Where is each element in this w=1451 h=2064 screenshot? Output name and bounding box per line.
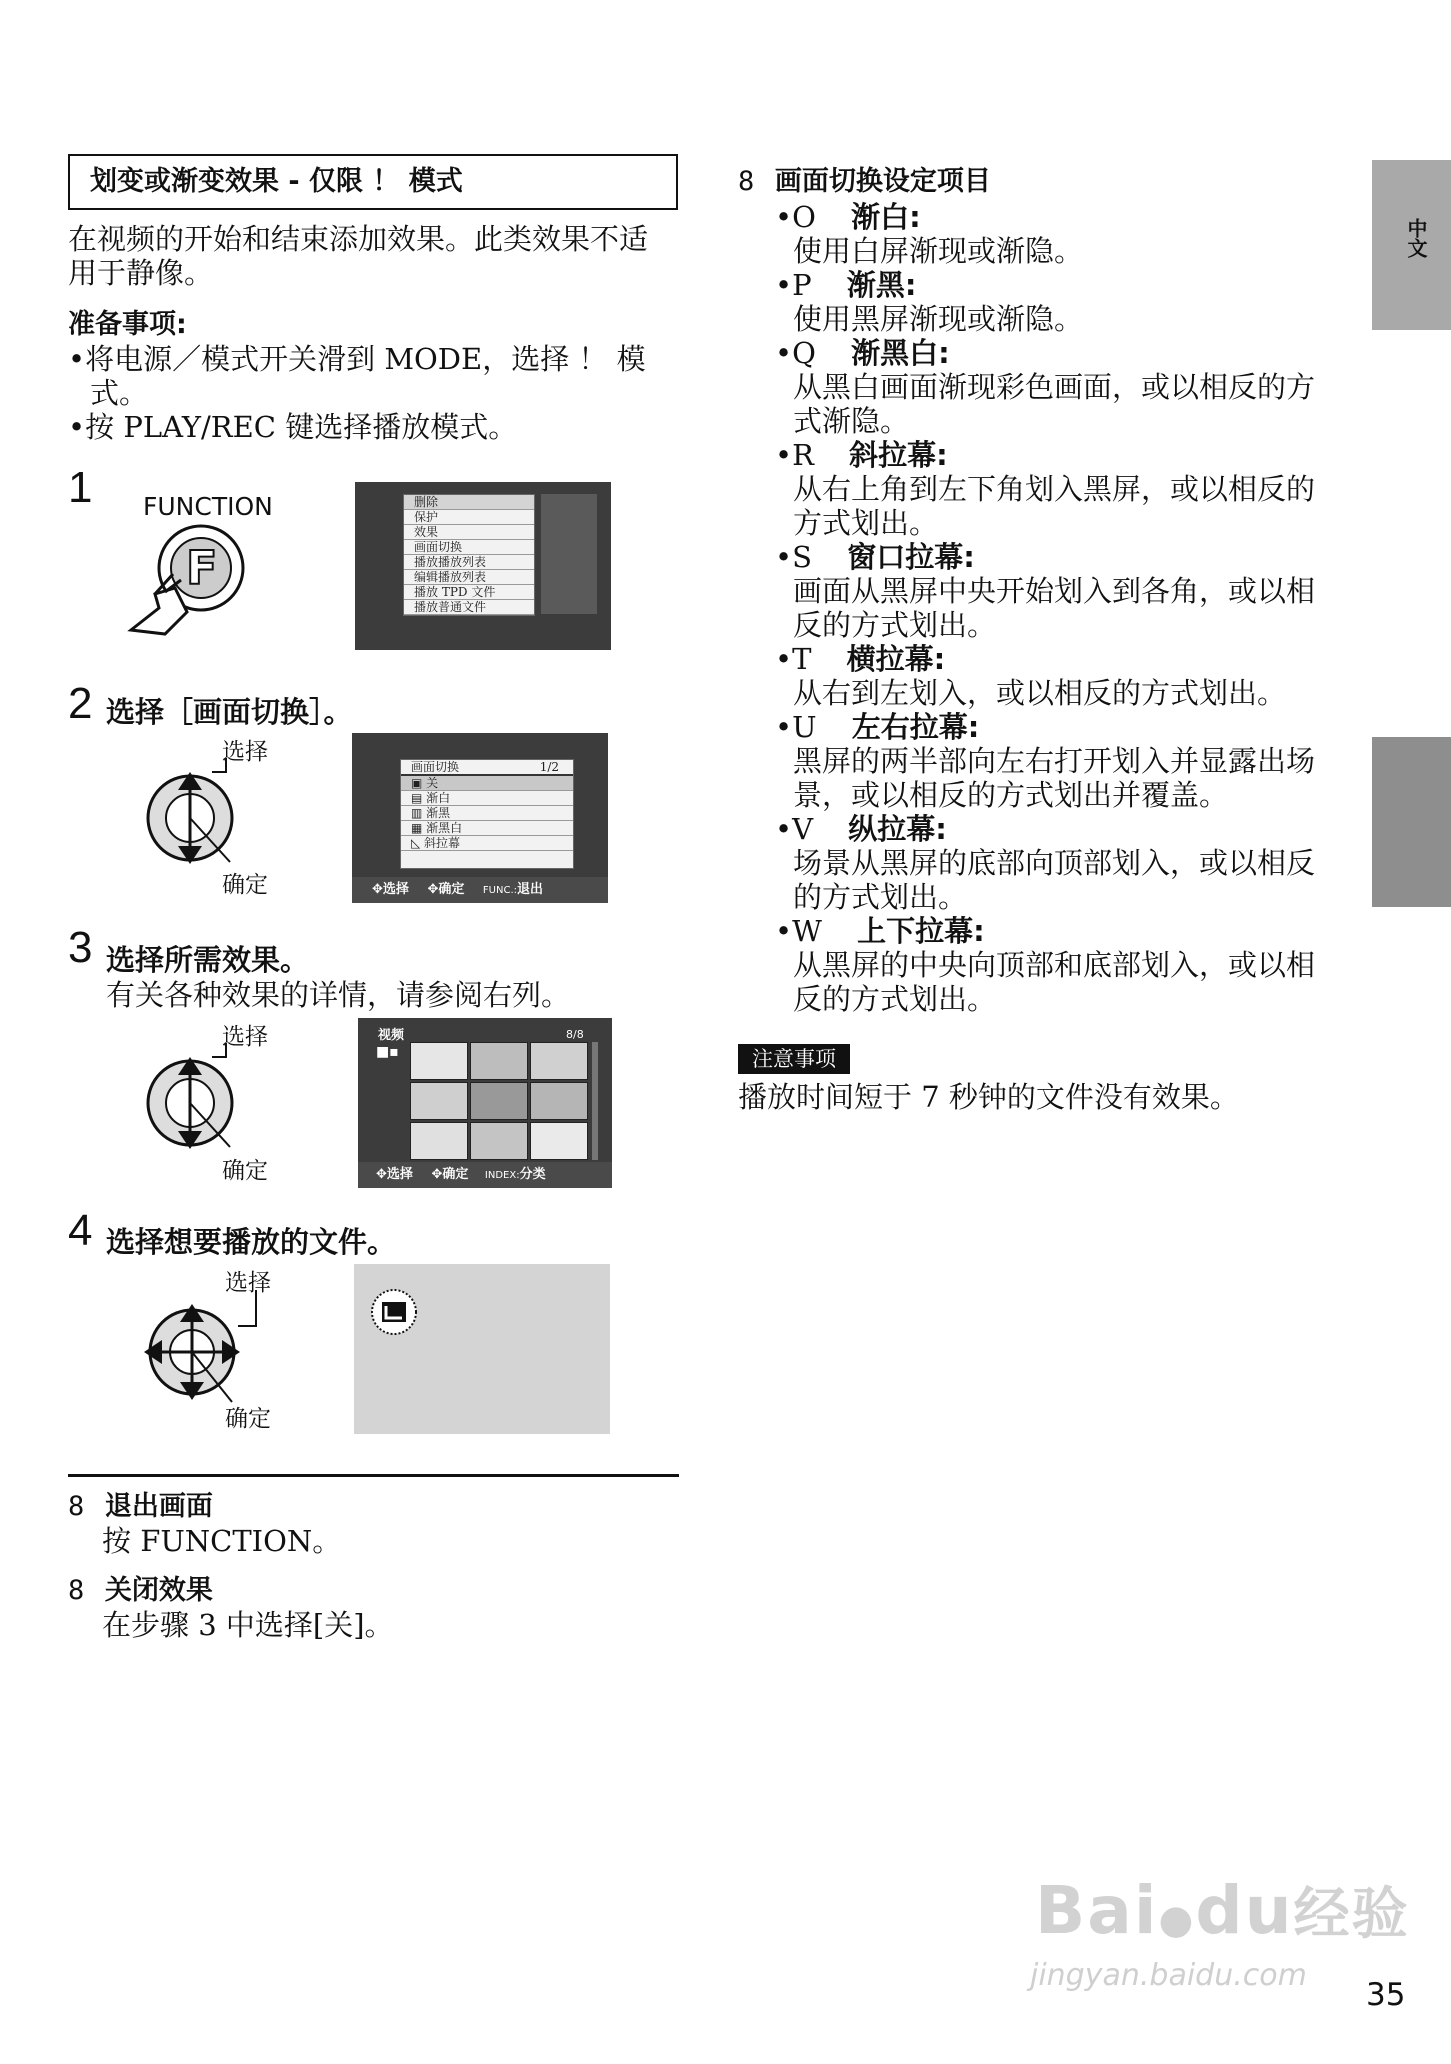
item-name: 左右拉幕: bbox=[851, 710, 980, 744]
step-2-confirm-label: 确定 bbox=[222, 872, 268, 898]
step-4-joystick bbox=[140, 1290, 260, 1410]
close-effect-heading: 关闭效果 bbox=[104, 1575, 213, 1606]
step-1-number: 1 bbox=[68, 463, 93, 512]
menu-header bbox=[401, 760, 573, 776]
watermark-url: jingyan.baidu.com bbox=[1030, 1958, 1307, 1993]
paw-icon: ● bbox=[1158, 1897, 1196, 1943]
item-code: •V bbox=[775, 812, 814, 846]
menu-item-fade-black: ▥ 渐黑 bbox=[401, 806, 573, 821]
step-3-confirm-label: 确定 bbox=[222, 1158, 268, 1184]
menu-item: 删除 bbox=[404, 495, 534, 510]
item-code: •S bbox=[775, 540, 812, 574]
step-2-select-label: 选择 bbox=[222, 739, 268, 765]
section-title-box bbox=[68, 154, 678, 210]
item-code: •P bbox=[775, 268, 812, 302]
prep-list bbox=[68, 342, 646, 444]
thumbnail[interactable] bbox=[470, 1082, 528, 1120]
step-3-title: 选择所需效果。 bbox=[106, 943, 310, 977]
setting-item-fade-bw bbox=[775, 336, 1315, 438]
menu-item-fade-white: ▤ 渐白 bbox=[401, 791, 573, 806]
screen-title: 画面切换 bbox=[411, 760, 460, 774]
item-code: •O bbox=[775, 200, 816, 234]
menu-item: 保护 bbox=[404, 510, 534, 525]
page-number: 35 bbox=[1366, 1977, 1406, 2013]
language-tab bbox=[1372, 160, 1451, 330]
setting-item-scroll bbox=[775, 812, 1315, 914]
exit-screen-heading: 退出画面 bbox=[104, 1491, 213, 1522]
scrollbar[interactable] bbox=[592, 1042, 598, 1160]
item-desc: 的方式划出。 bbox=[793, 880, 968, 914]
exit-screen-text: 按 FUNCTION。 bbox=[102, 1524, 342, 1558]
item-name: 纵拉幕: bbox=[848, 812, 947, 846]
menu-item: 播放 TPD 文件 bbox=[404, 585, 534, 600]
step-2-joystick bbox=[140, 758, 250, 868]
close-effect-block bbox=[68, 1574, 394, 1642]
item-desc: 从黑白画面渐现彩色画面，或以相反的方 bbox=[793, 370, 1316, 404]
setting-item-fade-black bbox=[775, 268, 1083, 336]
step-3-bottom-bar: ✥选择 ✥确定 INDEX:分类 bbox=[358, 1162, 612, 1188]
step-1-screen bbox=[355, 482, 611, 650]
setting-item-shutter bbox=[775, 914, 1315, 1016]
setting-item-fade-white bbox=[775, 200, 1083, 268]
note-label: 注意事项 bbox=[738, 1044, 850, 1074]
baidu-watermark: Bai●du经验 bbox=[1035, 1872, 1410, 1949]
item-code: •W bbox=[775, 914, 822, 948]
function-button-letter: F bbox=[186, 541, 218, 595]
step-2-menu bbox=[400, 759, 574, 869]
item-name: 窗口拉幕: bbox=[847, 540, 975, 574]
menu-item: 播放普通文件 bbox=[404, 600, 534, 615]
setting-item-diagonal-wipe bbox=[775, 438, 1315, 540]
exit-screen-marker: 8 bbox=[68, 1491, 85, 1522]
step-4-number: 4 bbox=[68, 1206, 93, 1255]
item-code: •U bbox=[775, 710, 817, 744]
step-2-bottom-bar: ✥选择 ✥确定 FUNC.:退出 bbox=[352, 877, 608, 903]
item-name: 横拉幕: bbox=[846, 642, 946, 676]
menu-item: 效果 bbox=[404, 525, 534, 540]
section-tab bbox=[1372, 737, 1451, 907]
item-desc: 景，或以相反的方式划出并覆盖。 bbox=[793, 778, 1229, 812]
item-name: 渐黑: bbox=[846, 268, 917, 302]
step-2-screen bbox=[352, 733, 608, 903]
close-effect-marker: 8 bbox=[68, 1575, 85, 1606]
menu-item-off: ▣ 关 bbox=[401, 776, 573, 791]
prep-item-1: •将电源／模式开关滑到 MODE，选择 ！ 模 bbox=[68, 342, 646, 376]
prep-item-1-cont: 式。 bbox=[90, 376, 149, 410]
item-desc: 从黑屏的中央向顶部和底部划入，或以相 bbox=[793, 948, 1316, 982]
intro-paragraph bbox=[68, 222, 648, 290]
function-label: FUNCTION bbox=[143, 492, 273, 521]
menu-item: 编辑播放列表 bbox=[404, 570, 534, 585]
setting-item-door-wipe bbox=[775, 710, 1315, 812]
thumbnail-grid bbox=[410, 1042, 586, 1160]
step-4-title: 选择想要播放的文件。 bbox=[106, 1225, 397, 1259]
thumbnail[interactable] bbox=[530, 1082, 588, 1120]
section-title: 划变或渐变效果 - 仅限 ！ 模式 bbox=[90, 166, 463, 197]
item-desc: 使用白屏渐现或渐隐。 bbox=[793, 234, 1084, 268]
settings-heading-row bbox=[738, 165, 991, 199]
item-desc: 式渐隐。 bbox=[793, 404, 910, 438]
step-4-select-label: 选择 bbox=[225, 1270, 271, 1296]
menu-item: 播放播放列表 bbox=[404, 555, 534, 570]
screen-page: 8/8 bbox=[566, 1028, 584, 1041]
thumbnail[interactable] bbox=[470, 1122, 528, 1160]
thumbnail[interactable] bbox=[530, 1042, 588, 1080]
step-3-select-label: 选择 bbox=[222, 1024, 268, 1050]
step-1-menu bbox=[403, 494, 535, 616]
intro-line-1: 在视频的开始和结束添加效果。此类效果不适 bbox=[68, 222, 649, 256]
item-desc: 画面从黑屏中央开始划入到各角，或以相 bbox=[793, 574, 1316, 608]
item-code: •R bbox=[775, 438, 814, 472]
item-desc: 从右上角到左下角划入黑屏，或以相反的 bbox=[793, 472, 1316, 506]
close-effect-text: 在步骤 3 中选择[关]。 bbox=[102, 1608, 394, 1642]
note-text: 播放时间短于 7 秒钟的文件没有效果。 bbox=[738, 1080, 1239, 1114]
thumbnail[interactable] bbox=[410, 1042, 468, 1080]
divider bbox=[68, 1474, 679, 1477]
step-4-confirm-label: 确定 bbox=[225, 1406, 271, 1432]
wipe-effect-icon bbox=[368, 1286, 420, 1338]
item-desc: 黑屏的两半部向左右打开划入并显露出场 bbox=[793, 744, 1316, 778]
item-desc: 反的方式划出。 bbox=[793, 608, 997, 642]
item-desc: 使用黑屏渐现或渐隐。 bbox=[793, 302, 1084, 336]
step-3-desc: 有关各种效果的详情，请参阅右列。 bbox=[106, 978, 571, 1012]
item-name: 上下拉幕: bbox=[857, 914, 985, 948]
setting-item-window-wipe bbox=[775, 540, 1315, 642]
item-desc: 场景从黑屏的底部向顶部划入，或以相反 bbox=[793, 846, 1316, 880]
item-desc: 方式划出。 bbox=[793, 506, 939, 540]
step-3-number: 3 bbox=[68, 923, 93, 972]
thumbnail[interactable] bbox=[410, 1082, 468, 1120]
step-3-screen bbox=[358, 1018, 612, 1188]
exit-screen-block bbox=[68, 1490, 341, 1558]
intro-line-2: 用于静像。 bbox=[68, 256, 214, 290]
video-camera-icon: ■▪ bbox=[376, 1044, 399, 1060]
screen-title: 视频 bbox=[378, 1028, 405, 1043]
language-tab-label: 中文 bbox=[1404, 218, 1428, 258]
settings-marker: 8 bbox=[738, 166, 755, 197]
item-code: •T bbox=[775, 642, 812, 676]
menu-side-panel bbox=[541, 494, 597, 614]
item-name: 斜拉幕: bbox=[849, 438, 948, 472]
step-2-number: 2 bbox=[68, 679, 93, 728]
step-4-screen bbox=[354, 1264, 610, 1434]
item-name: 渐白: bbox=[851, 200, 921, 234]
menu-item: 画面切换 bbox=[404, 540, 534, 555]
prep-heading: 准备事项: bbox=[68, 309, 187, 340]
step-3-joystick bbox=[140, 1043, 250, 1153]
thumbnail[interactable] bbox=[470, 1042, 528, 1080]
menu-item-wipe: ◺ 斜拉幕 bbox=[401, 836, 573, 851]
setting-item-slide bbox=[775, 642, 1286, 710]
step-2-title: 选择［画面切换］。 bbox=[106, 695, 353, 729]
menu-item-fade-bw: ▦ 渐黑白 bbox=[401, 821, 573, 836]
item-desc: 反的方式划出。 bbox=[793, 982, 997, 1016]
item-desc: 从右到左划入，或以相反的方式划出。 bbox=[793, 676, 1287, 710]
thumbnail[interactable] bbox=[530, 1122, 588, 1160]
prep-item-2: •按 PLAY/REC 键选择播放模式。 bbox=[68, 410, 518, 444]
thumbnail[interactable] bbox=[410, 1122, 468, 1160]
screen-page: 1/2 bbox=[539, 760, 559, 774]
settings-heading: 画面切换设定项目 bbox=[774, 166, 991, 197]
item-code: •Q bbox=[775, 336, 816, 370]
item-name: 渐黑白: bbox=[851, 336, 950, 370]
